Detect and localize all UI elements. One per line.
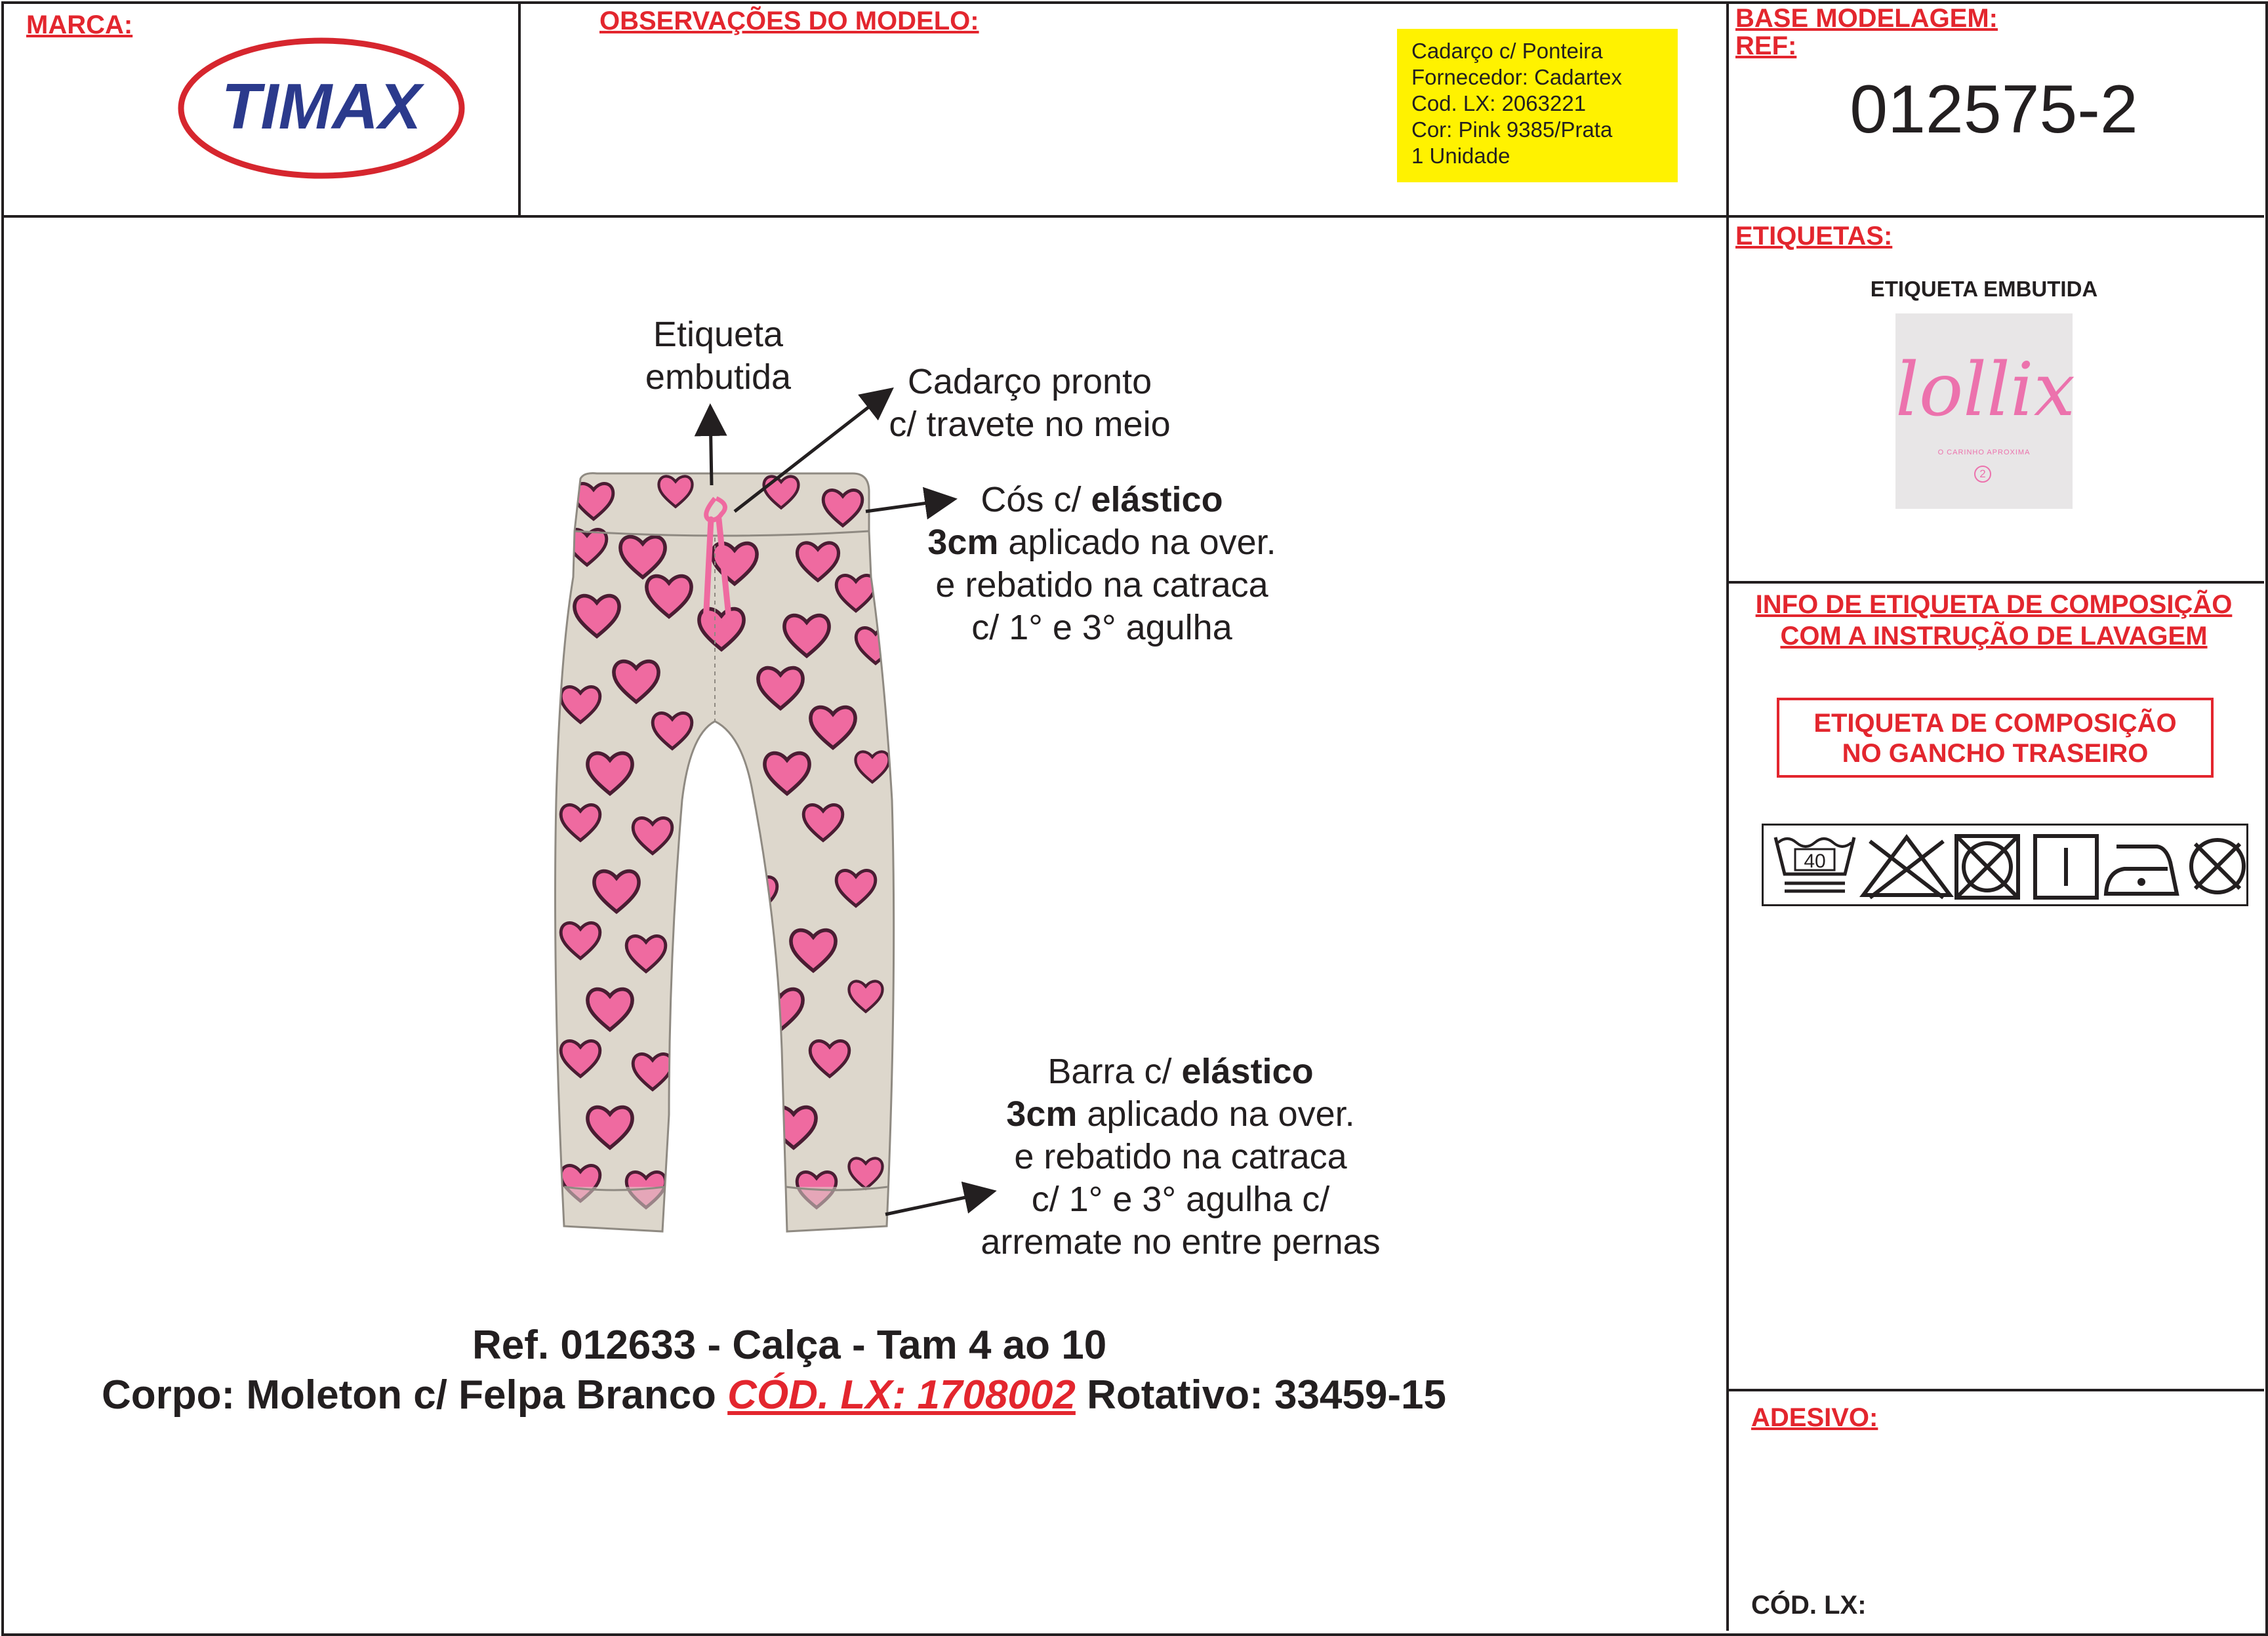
- callout-line: Cadarço pronto: [907, 362, 1152, 401]
- callout-line: c/ 1° e 3° agulha: [971, 608, 1232, 647]
- ref-number: 012575-2: [1850, 71, 2138, 148]
- note-line: Fornecedor: Cadartex: [1411, 65, 1622, 89]
- line-dry-icon: [2035, 836, 2097, 898]
- care-symbols-graphic: [1764, 826, 2246, 904]
- iron-low-icon: [2106, 847, 2177, 894]
- divider: [1726, 1, 1729, 1631]
- callout-line: 3cm aplicado na over.: [927, 523, 1276, 562]
- no-dry-clean-icon: [2191, 840, 2244, 892]
- composicao-line: NO GANCHO TRASEIRO: [1842, 739, 2149, 768]
- ref-label: REF:: [1735, 31, 1797, 60]
- callout-line: c/ 1° e 3° agulha c/: [1031, 1180, 1330, 1219]
- rotativo-text: Rotativo: 33459-15: [1075, 1372, 1446, 1418]
- callout-etiqueta: [636, 313, 800, 399]
- composicao-line: ETIQUETA DE COMPOSIÇÃO: [1813, 709, 2177, 738]
- callout-line: c/ travete no meio: [889, 405, 1171, 444]
- callout-cadarco: [872, 361, 1187, 446]
- no-tumble-dry-icon: [1956, 836, 2018, 898]
- callout-line: 3cm aplicado na over.: [1006, 1094, 1355, 1134]
- callout-line: Etiqueta: [653, 315, 784, 354]
- callout-line: e rebatido na catraca: [935, 565, 1268, 605]
- info-etiqueta-line2: COM A INSTRUÇÃO DE LAVAGEM: [1780, 622, 2208, 650]
- note-line: Cod. LX: 2063221: [1411, 91, 1587, 115]
- wash-temperature: 40: [1804, 850, 1826, 872]
- corpo-line: [102, 1372, 1446, 1418]
- note-line: Cadarço c/ Ponteira: [1411, 39, 1603, 63]
- callout-barra: [958, 1050, 1404, 1264]
- etiqueta-embutida-label: ETIQUETA EMBUTIDA: [1870, 277, 2098, 301]
- lollix-logo: lollix: [1895, 348, 2075, 433]
- callout-line: Cós c/ elástico: [981, 480, 1223, 519]
- wash-40-icon: [1775, 837, 1854, 891]
- etiquetas-label: ETIQUETAS:: [1735, 222, 1893, 250]
- lollix-label: [1895, 313, 2073, 509]
- size-badge: 2: [1974, 466, 1991, 483]
- lollix-tagline: O CARINHO APROXIMA: [1937, 449, 2031, 456]
- info-etiqueta-line1: INFO DE ETIQUETA DE COMPOSIÇÃO: [1755, 590, 2233, 619]
- adesivo-label: ADESIVO:: [1751, 1403, 1878, 1432]
- callout-cos: [899, 479, 1305, 649]
- divider: [1726, 581, 2264, 584]
- cod-lx-text: CÓD. LX: 1708002: [727, 1372, 1076, 1418]
- care-symbols: [1762, 824, 2248, 906]
- divider: [1726, 1389, 2264, 1391]
- corpo-text: Corpo: Moleton c/ Felpa Branco: [102, 1372, 728, 1418]
- callout-line: Barra c/ elástico: [1047, 1052, 1314, 1091]
- callout-line: embutida: [645, 357, 792, 397]
- no-bleach-icon: [1863, 837, 1950, 898]
- observacoes-label: OBSERVAÇÕES DO MODELO:: [599, 7, 979, 35]
- composicao-box: [1777, 698, 2214, 778]
- note-line: Cor: Pink 9385/Prata: [1411, 117, 1613, 142]
- ref-line: Ref. 012633 - Calça - Tam 4 ao 10: [472, 1323, 1107, 1368]
- base-modelagem-label: BASE MODELAGEM:: [1735, 4, 1998, 33]
- marca-label: MARCA:: [26, 10, 133, 39]
- cod-lx-label: CÓD. LX:: [1751, 1591, 1867, 1620]
- logo-text: TIMAX: [221, 70, 422, 142]
- note-line: 1 Unidade: [1411, 144, 1510, 168]
- callout-line: e rebatido na catraca: [1014, 1137, 1347, 1176]
- callout-line: arremate no entre pernas: [981, 1222, 1381, 1262]
